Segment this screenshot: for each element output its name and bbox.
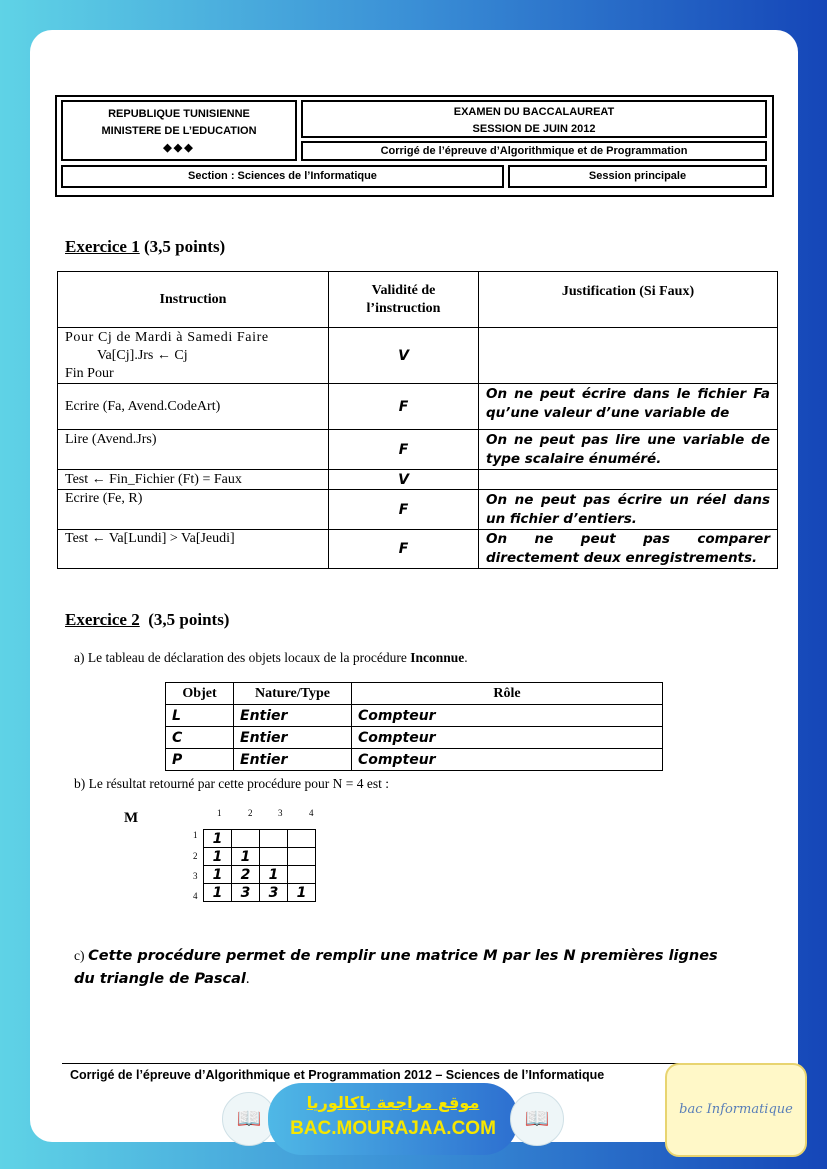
instruction-cell: Test ← Va[Lundi] > Va[Jeudi] (58, 530, 329, 569)
validity-cell: F (329, 490, 479, 530)
matrix-row (204, 884, 316, 902)
footer-text: Corrigé de l’épreuve d’Algorithmique et Programmation 2012 – Sciences de l’Informatique (70, 1068, 605, 1082)
matrix-cell: 2 (232, 866, 260, 884)
validity-cell: F (329, 384, 479, 430)
footer-divider (62, 1063, 764, 1064)
exercise1-points: (3,5 points) (143, 237, 226, 256)
republic-label: REPUBLIQUE TUNISIENNE (108, 108, 250, 120)
instruction-cell: Ecrire (Fe, R) (58, 490, 329, 530)
column-index: 2 (248, 808, 253, 818)
matrix-cell: 1 (232, 848, 260, 866)
exercise1-heading (65, 237, 225, 257)
document-page (30, 30, 798, 1142)
exercise2-points: (3,5 points) (148, 610, 230, 629)
matrix-cell (288, 848, 316, 866)
matrix-label: M (124, 810, 139, 826)
instruction-cell: Test ← Fin_Fichier (Ft) = Faux (58, 470, 329, 490)
justification-header: Justification (Si Faux) (479, 272, 778, 328)
matrix-cell: 1 (204, 848, 232, 866)
validity-cell: V (329, 328, 479, 384)
column-index: 1 (217, 808, 222, 818)
matrix-cell (288, 830, 316, 848)
justification-cell: On ne peut pas comparer directement deux enregistrements. (479, 530, 778, 569)
procedure-name: Inconnue (410, 650, 465, 665)
table-row (166, 749, 663, 771)
objet-cell: P (166, 749, 234, 771)
ministry-label: MINISTERE DE L’EDUCATION (101, 125, 257, 137)
justification-cell (479, 470, 778, 490)
site-name-arabic: موقع مراجعة باكالوريا (306, 1093, 480, 1112)
session-box (508, 165, 767, 188)
instruction-cell: Pour Cj de Mardi à Samedi Faire Va[Cj].Jrs ← Cj Fin Pour (58, 328, 329, 384)
matrix-row (204, 866, 316, 884)
site-logo-left-icon: 📖 (222, 1092, 276, 1146)
question-b-label: b) (74, 776, 86, 791)
objet-cell: C (166, 727, 234, 749)
site-logo-right-icon: 📖 (510, 1092, 564, 1146)
matrix-row (204, 848, 316, 866)
validity-header: Validité de l’instruction (329, 272, 479, 328)
justification-cell (479, 328, 778, 384)
justification-cell: On ne peut écrire dans le fichier Fa qu’une valeur d’une variable de (479, 384, 778, 430)
column-index: 3 (278, 808, 283, 818)
matrix-cell (232, 830, 260, 848)
objet-cell: L (166, 705, 234, 727)
validity-cell: F (329, 530, 479, 569)
matrix-cell: 1 (204, 884, 232, 902)
row-index: 1 (193, 830, 198, 840)
validity-table (57, 271, 778, 569)
question-a-label: a) (74, 650, 85, 665)
matrix-cell: 3 (232, 884, 260, 902)
subject-box (301, 141, 767, 161)
validity-cell: V (329, 470, 479, 490)
role-cell: Compteur (352, 749, 663, 771)
matrix-cell: 1 (288, 884, 316, 902)
matrix-cell (260, 848, 288, 866)
exam-session: SESSION DE JUIN 2012 (472, 123, 596, 135)
table-row (58, 530, 778, 569)
matrix-row (204, 830, 316, 848)
matrix-cell: 1 (204, 866, 232, 884)
matrix-cell: 3 (260, 884, 288, 902)
type-cell: Entier (234, 705, 352, 727)
column-index: 4 (309, 808, 314, 818)
table-row (58, 470, 778, 490)
table-row (58, 490, 778, 530)
pascal-matrix (203, 829, 316, 902)
exercise2-heading (65, 610, 229, 630)
type-cell: Entier (234, 749, 352, 771)
table-row (58, 384, 778, 430)
question-a: a) Le tableau de déclaration des objets locaux de la procédure Inconnue. (74, 650, 468, 665)
row-index: 3 (193, 871, 198, 881)
bac-informatique-logo: bac Informatique (665, 1063, 807, 1157)
question-c: c) Cette procédure permet de remplir une matrice M par les N premières lignes du triangle de Pascal. (74, 948, 718, 987)
exam-title: EXAMEN DU BACCALAUREAT (453, 106, 615, 118)
declaration-table (165, 682, 663, 771)
type-cell: Entier (234, 727, 352, 749)
col-nature-type: Nature/Type (234, 683, 352, 705)
question-b-text: Le résultat retourné par cette procédure pour N = 4 est : (88, 776, 389, 791)
role-cell: Compteur (352, 727, 663, 749)
matrix-cell: 1 (204, 830, 232, 848)
question-c-text: Cette procédure permet de remplir une matrice M par les N premières lignes du triangle de Pascal (74, 948, 718, 987)
row-index: 2 (193, 851, 198, 861)
instruction-header: Instruction (58, 272, 329, 328)
question-b (74, 776, 389, 792)
role-cell: Compteur (352, 705, 663, 727)
matrix-cell (288, 866, 316, 884)
row-index: 4 (193, 891, 198, 901)
table-header-row (166, 683, 663, 705)
table-row (58, 328, 778, 384)
table-row (166, 727, 663, 749)
section-box (61, 165, 504, 188)
session-label: Session principale (588, 170, 687, 182)
exam-header (55, 95, 774, 197)
table-row (166, 705, 663, 727)
exercise1-title: Exercice 1 (65, 237, 140, 256)
col-objet: Objet (166, 683, 234, 705)
matrix-cell: 1 (260, 866, 288, 884)
matrix-cell (260, 830, 288, 848)
validity-cell: F (329, 430, 479, 470)
justification-cell: On ne peut pas écrire un réel dans un fichier d’entiers. (479, 490, 778, 530)
instruction-cell: Ecrire (Fa, Avend.CodeArt) (58, 384, 329, 430)
col-role: Rôle (352, 683, 663, 705)
instruction-cell: Lire (Avend.Jrs) (58, 430, 329, 470)
ministry-box (61, 100, 297, 161)
diamonds-ornament: ◆◆◆ (163, 142, 195, 154)
section-label: Section : Sciences de l’Informatique (188, 170, 377, 182)
table-row (58, 430, 778, 470)
subject-title: Corrigé de l’épreuve d’Algorithmique et de Programmation (380, 145, 688, 157)
site-url: BAC.MOURAJAA.COM (290, 1118, 496, 1139)
exercise2-title: Exercice 2 (65, 610, 140, 629)
exam-title-box (301, 100, 767, 138)
question-c-label: c) (74, 948, 85, 963)
site-watermark-banner[interactable] (268, 1083, 518, 1155)
question-a-text: Le tableau de déclaration des objets locaux de la procédure (87, 650, 407, 665)
justification-cell: On ne peut pas lire une variable de type scalaire énuméré. (479, 430, 778, 470)
